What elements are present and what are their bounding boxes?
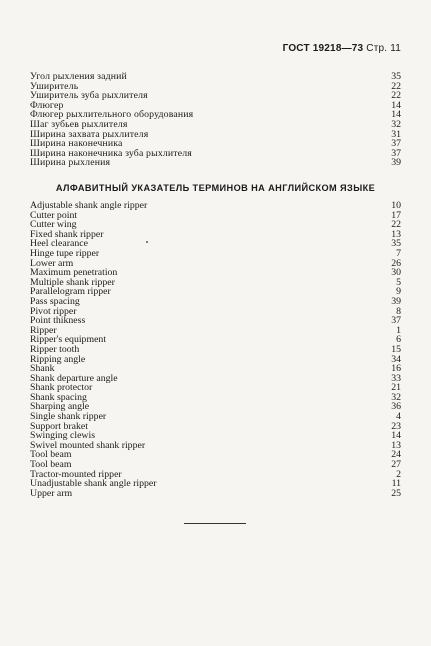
entry-term: Swinging clewis	[30, 430, 96, 442]
entry-page: 7	[396, 247, 401, 259]
entry-page: 16	[391, 363, 401, 375]
entry-page: 35	[391, 238, 401, 250]
entry-term: Unadjustable shank angle ripper	[30, 478, 157, 490]
entry-page: 32	[391, 391, 401, 403]
entry-term: Heel clearance	[30, 238, 88, 250]
entry-page: 35	[391, 71, 401, 82]
entry-term: Fixed shank ripper	[30, 228, 104, 240]
entry-page: 23	[391, 420, 401, 432]
entry-term: Cutter wing	[30, 219, 77, 231]
index-entry	[30, 249, 401, 259]
entry-page: 37	[391, 147, 401, 159]
index-entry	[30, 211, 401, 221]
entry-term: Parallelogram ripper	[30, 286, 111, 298]
index-entry	[30, 72, 401, 82]
entry-page: 33	[391, 372, 401, 384]
entry-page: 39	[391, 157, 401, 169]
index-entry	[30, 287, 401, 297]
index-entry	[30, 450, 401, 460]
index-entry	[30, 201, 401, 211]
entry-page: 2	[396, 468, 401, 480]
index-entry	[30, 307, 401, 317]
entry-page: 4	[396, 411, 401, 423]
entry-term: Support braket	[30, 420, 88, 432]
entry-page: 8	[396, 305, 401, 317]
entry-page: 36	[391, 401, 401, 413]
entry-term: Tractor-mounted ripper	[30, 468, 122, 480]
index-entry	[30, 316, 401, 326]
entry-page: 37	[391, 315, 401, 327]
entry-term: Pass spacing	[30, 295, 80, 307]
entry-term: Shank protector	[30, 382, 93, 394]
index-entry	[30, 297, 401, 307]
entry-page: 22	[391, 90, 401, 102]
page-header	[283, 43, 401, 54]
entry-page: 32	[391, 118, 401, 130]
index-entry	[30, 158, 401, 168]
index-entry	[30, 489, 401, 499]
entry-term: Флюгер рыхлительного оборудования	[30, 109, 194, 121]
entry-term: Ширина наконечника зуба рыхлителя	[30, 147, 192, 159]
entry-term: Maximum penetration	[30, 267, 118, 279]
entry-term: Upper arm	[30, 487, 73, 499]
entry-term: Pivot ripper	[30, 305, 77, 317]
entry-page: 24	[391, 449, 401, 461]
entry-page: 17	[391, 209, 401, 221]
english-term-index	[30, 201, 401, 498]
entry-page: 15	[391, 343, 401, 355]
entry-term: Shank departure angle	[30, 372, 118, 384]
entry-page: 22	[391, 80, 401, 92]
entry-term: Ripping angle	[30, 353, 86, 365]
entry-page: 14	[391, 99, 401, 111]
entry-term: Sharping angle	[30, 401, 90, 413]
entry-term: Ripper tooth	[30, 343, 80, 355]
entry-page: 9	[396, 286, 401, 298]
entry-page: 39	[391, 295, 401, 307]
entry-term: Ширина захвата рыхлителя	[30, 128, 149, 140]
entry-term: Уширитель	[30, 80, 79, 92]
index-entry	[30, 441, 401, 451]
page-number: Стр. 11	[366, 43, 401, 54]
entry-term: Угол рыхления задний	[30, 71, 127, 82]
entry-term: Hinge tupe ripper	[30, 247, 100, 259]
entry-page: 6	[396, 334, 401, 346]
entry-term: Shank	[30, 363, 55, 375]
entry-term: Shank spacing	[30, 391, 87, 403]
russian-term-list	[30, 72, 401, 168]
entry-term: Уширитель зуба рыхлителя	[30, 90, 148, 102]
print-speck	[146, 241, 148, 243]
entry-term: Point thikness	[30, 315, 86, 327]
index-entry	[30, 345, 401, 355]
entry-term: Single shank ripper	[30, 411, 107, 423]
entry-page: 10	[391, 200, 401, 211]
entry-page: 5	[396, 276, 401, 288]
entry-term: Ширина наконечника	[30, 138, 123, 150]
entry-page: 30	[391, 267, 401, 279]
entry-term: Multiple shank ripper	[30, 276, 115, 288]
section-title: АЛФАВИТНЫЙ УКАЗАТЕЛЬ ТЕРМИНОВ НА АНГЛИЙСКОМ ЯЗЫКЕ	[55, 183, 376, 193]
index-entry	[30, 91, 401, 101]
entry-term: Ripper	[30, 324, 57, 336]
entry-page: 14	[391, 109, 401, 121]
entry-page: 27	[391, 459, 401, 471]
entry-page: 34	[391, 353, 401, 365]
entry-page: 1	[396, 324, 401, 336]
entry-term: Tool beam	[30, 459, 72, 471]
entry-term: Флюгер	[30, 99, 64, 111]
entry-page: 26	[391, 257, 401, 269]
index-entry	[30, 479, 401, 489]
entry-page: 31	[391, 128, 401, 140]
entry-term: Ширина рыхления	[30, 157, 111, 169]
entry-page: 13	[391, 439, 401, 451]
entry-page: 21	[391, 382, 401, 394]
entry-term: Шаг зубьев рыхлителя	[30, 118, 128, 130]
end-rule	[184, 523, 246, 524]
entry-term: Ripper's equipment	[30, 334, 107, 346]
entry-page: 37	[391, 138, 401, 150]
standard-number: ГОСТ 19218—73	[282, 43, 364, 54]
entry-page: 11	[391, 478, 401, 490]
index-entry	[30, 355, 401, 365]
entry-term: Cutter point	[30, 209, 78, 221]
entry-term: Lower arm	[30, 257, 74, 269]
entry-term: Swivel mounted shank ripper	[30, 439, 146, 451]
entry-term: Adjustable shank angle ripper	[30, 200, 148, 211]
entry-page: 22	[391, 219, 401, 231]
index-entry	[30, 335, 401, 345]
entry-page: 14	[391, 430, 401, 442]
entry-page: 25	[391, 487, 401, 499]
entry-term: Tool beam	[30, 449, 72, 461]
entry-page: 13	[391, 228, 401, 240]
